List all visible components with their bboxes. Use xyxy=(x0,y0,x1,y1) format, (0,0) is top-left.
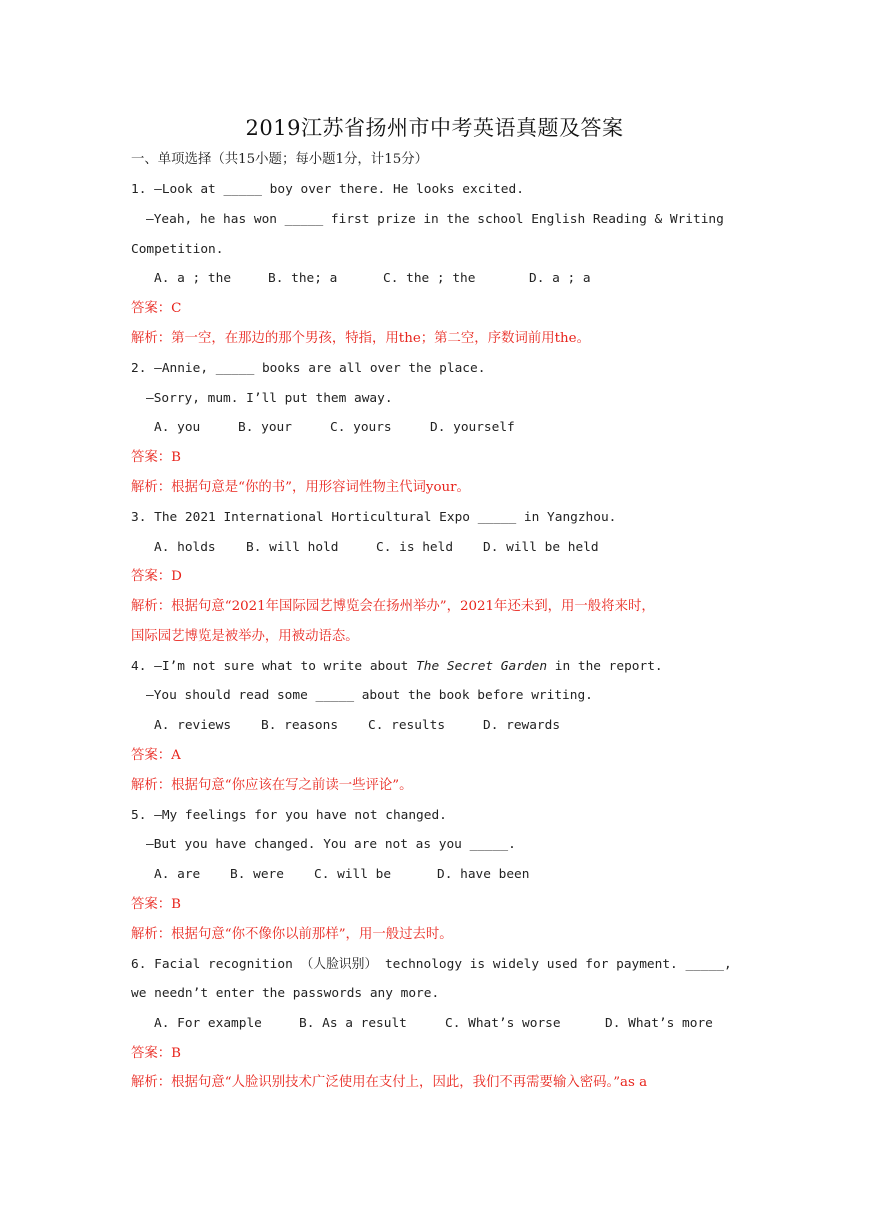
question-4-option-a: A. reviews xyxy=(154,718,232,733)
question-5-answer: 答案：B xyxy=(131,897,182,912)
question-3-option-c: C. is held xyxy=(376,540,454,555)
question-1-line-3: Competition. xyxy=(131,242,224,257)
question-2-answer: 答案：B xyxy=(131,450,182,465)
question-5-line-1: 5. —My feelings for you have not changed. xyxy=(131,808,447,823)
question-2-option-a: A. you xyxy=(154,420,201,435)
question-1-option-d: D. a ; a xyxy=(529,271,591,286)
question-5-option-c: C. will be xyxy=(314,867,392,882)
question-4-option-c: C. results xyxy=(368,718,446,733)
question-3-line-1: 3. The 2021 International Horticultural Expo _____ in Yangzhou. xyxy=(131,510,617,525)
section-heading: 一、单项选择（共15小题；每小题1分，计15分） xyxy=(131,152,429,167)
question-6-option-a: A. For example xyxy=(154,1016,262,1031)
question-5-option-a: A. are xyxy=(154,867,201,882)
question-4-line-2: —You should read some _____ about the book before writing. xyxy=(146,688,593,703)
question-1-analysis: 解析：第一空，在那边的那个男孩，特指，用the；第二空，序数词前用the。 xyxy=(131,331,590,346)
question-5-option-b: B. were xyxy=(230,867,284,882)
question-4-analysis: 解析：根据句意“你应该在写之前读一些评论”。 xyxy=(131,778,413,793)
question-2-line-2: —Sorry, mum. I’ll put them away. xyxy=(146,391,393,406)
question-4-line-1 xyxy=(131,658,663,676)
question-4-answer: 答案：A xyxy=(131,748,181,763)
question-1-answer: 答案：C xyxy=(131,301,182,316)
question-6-line-1: 6. Facial recognition （人脸识别） technology is widely used for payment. _____, xyxy=(131,957,732,972)
question-6-option-b: B. As a result xyxy=(299,1016,407,1031)
question-6-answer: 答案：B xyxy=(131,1046,182,1061)
question-5-analysis: 解析：根据句意“你不像你以前那样”，用一般过去时。 xyxy=(131,927,453,942)
question-1-option-c: C. the ; the xyxy=(383,271,476,286)
question-3-option-a: A. holds xyxy=(154,540,216,555)
question-2-option-c: C. yours xyxy=(330,420,392,435)
question-4-option-d: D. rewards xyxy=(483,718,561,733)
question-3-analysis-line-2: 国际园艺博览是被举办，用被动语态。 xyxy=(131,629,359,644)
question-4-text-start: 4. —I’m not sure what to write about xyxy=(131,659,417,674)
question-3-option-b: B. will hold xyxy=(246,540,339,555)
question-1-line-2: —Yeah, he has won _____ first prize in the school English Reading & Writing xyxy=(146,212,724,227)
question-6-option-c: C. What’s worse xyxy=(445,1016,561,1031)
question-2-option-d: D. yourself xyxy=(430,420,515,435)
question-2-option-b: B. your xyxy=(238,420,292,435)
document-title: 2019江苏省扬州市中考英语真题及答案 xyxy=(245,116,624,140)
question-6-option-d: D. What’s more xyxy=(605,1016,713,1031)
question-5-line-2: —But you have changed. You are not as you _____. xyxy=(146,837,516,852)
question-6-line-2: we needn’t enter the passwords any more. xyxy=(131,986,440,1001)
question-2-analysis: 解析：根据句意是“你的书”，用形容词性物主代词your。 xyxy=(131,480,470,495)
question-4-text-end: in the report. xyxy=(547,659,663,674)
question-3-analysis-line-1: 解析：根据句意“2021年国际园艺博览会在扬州举办”，2021年还未到，用一般将来时， xyxy=(131,599,655,614)
question-1-line-1: 1. —Look at _____ boy over there. He looks excited. xyxy=(131,182,524,197)
book-title: The Secret Garden xyxy=(416,659,548,674)
question-1-option-a: A. a ; the xyxy=(154,271,232,286)
question-6-analysis: 解析：根据句意“人脸识别技术广泛使用在支付上，因此，我们不再需要输入密码。”as a xyxy=(131,1075,648,1090)
question-1-option-b: B. the; a xyxy=(268,271,338,286)
question-4-option-b: B. reasons xyxy=(261,718,339,733)
question-3-answer: 答案：D xyxy=(131,569,182,584)
question-2-line-1: 2. —Annie, _____ books are all over the place. xyxy=(131,361,486,376)
question-3-option-d: D. will be held xyxy=(483,540,599,555)
question-5-option-d: D. have been xyxy=(437,867,530,882)
